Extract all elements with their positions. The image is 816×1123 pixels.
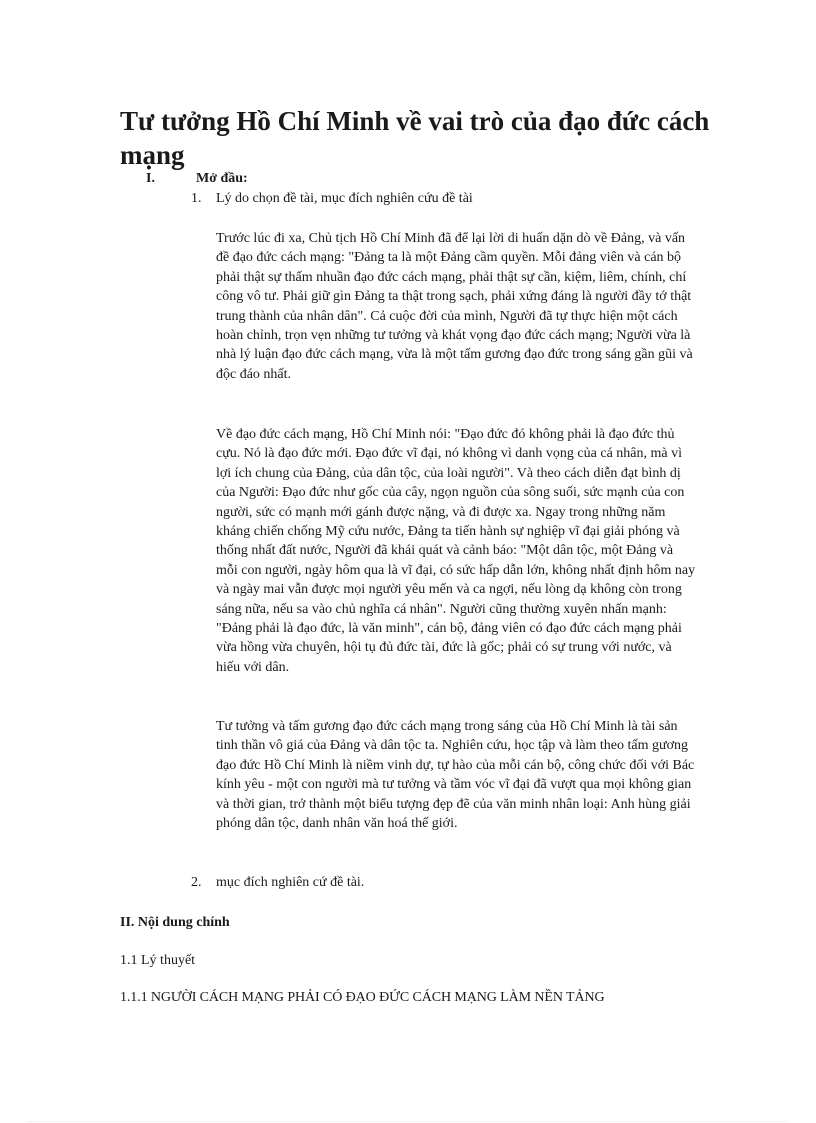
document-title: Tư tưởng Hồ Chí Minh về vai trò của đạo đức cách mạng <box>120 106 710 170</box>
paragraph-3: Tư tưởng và tấm gương đạo đức cách mạng trong sáng của Hồ Chí Minh là tài sản tinh thần vô giá của Đảng và dân tộc ta. Nghiên cứu, học tập và làm theo tấm gương đạo đức Hồ Chí Minh là niềm vinh dự, tự hào của mỗi cán bộ, công chức đối với Bác kính yêu - một con người mà tư tưởng và tầm vóc vĩ đại đã vượt qua mọi không gian và thời gian, trở thành một biểu tượng đẹp đẽ của văn minh nhân loại: Anh hùng giải phóng dân tộc, danh nhân văn hoá thế giới. <box>216 719 695 832</box>
list-text: mục đích nghiên cứ đề tài. <box>216 875 365 890</box>
section-title: Mở đầu: <box>196 171 248 186</box>
section-heading-intro <box>146 171 248 187</box>
paragraph-2: Về đạo đức cách mạng, Hồ Chí Minh nói: "Đạo đức đó không phải là đạo đức thủ cựu. Nó là đạo đức mới. Đạo đức vĩ đại, nó không vì danh vọng của cá nhân, mà vì lợi ích chung của Đảng, của dân tộc, của loài người". Và theo cách diễn đạt bình dị của Người: Đạo đức như gốc của cây, ngọn nguồn của sông suối, sức mạnh của con người, sức có mạnh mới gánh được nặng, và đi được xa. Ngay trong những năm kháng chiến chống Mỹ cứu nước, Đảng ta tiến hành sự nghiệp vĩ đại giải phóng và thống nhất đất nước, Người đã khái quát và cảnh báo: "Một dân tộc, một Đảng và mỗi con người, ngày hôm qua là vĩ đại, có sức hấp dẫn lớn, không nhất định hôm nay và ngày mai vẫn được mọi người yêu mến và ca ngợi, nếu lòng dạ không còn trong sáng nữa, nếu sa vào chủ nghĩa cá nhân". Người cũng thường xuyên nhấn mạnh: "Đảng phải là đạo đức, là văn minh", cán bộ, đảng viên có đạo đức cách mạng phải vừa hồng vừa chuyên, hội tụ đủ đức tài, đức là gốc; phải có sự trung với nước, và hiếu với dân. <box>216 427 696 675</box>
list-text: Lý do chọn đề tài, mục đích nghiên cứu đề tài <box>216 191 473 206</box>
list-item-purpose <box>191 875 364 891</box>
page-bottom-divider <box>28 1121 788 1122</box>
list-item-reason <box>191 191 473 207</box>
paragraph-1: Trước lúc đi xa, Chủ tịch Hồ Chí Minh đã để lại lời di huấn dặn dò về Đảng, và vấn đề đạo đức cách mạng: "Đảng ta là một Đảng cầm quyền. Mỗi đảng viên và cán bộ phải thật sự thấm nhuần đạo đức cách mạng, phải thật sự cần, kiệm, liêm, chính, chí công vô tư. Phải giữ gìn Đảng ta thật trong sạch, phải xứng đáng là người đầy tớ thật trung thành của nhân dân". Cả cuộc đời của mình, Người đã tự thực hiện một cách hoàn chỉnh, trọn vẹn những tư tưởng và khát vọng đạo đức cách mạng; Người vừa là nhà lý luận đạo đức cách mạng, vừa là một tấm gương đạo đức trong sáng gần gũi và độc đáo nhất. <box>216 231 693 382</box>
list-number: 2. <box>191 875 202 890</box>
section-number: I. <box>146 171 155 186</box>
section-heading-main-content: II. Nội dung chính <box>120 915 230 930</box>
subsection-heading-theory: 1.1 Lý thuyết <box>120 953 196 968</box>
list-number: 1. <box>191 191 202 206</box>
subsubsection-heading: 1.1.1 NGƯỜI CÁCH MẠNG PHẢI CÓ ĐẠO ĐỨC CÁCH MẠNG LÀM NỀN TẢNG <box>120 990 605 1005</box>
